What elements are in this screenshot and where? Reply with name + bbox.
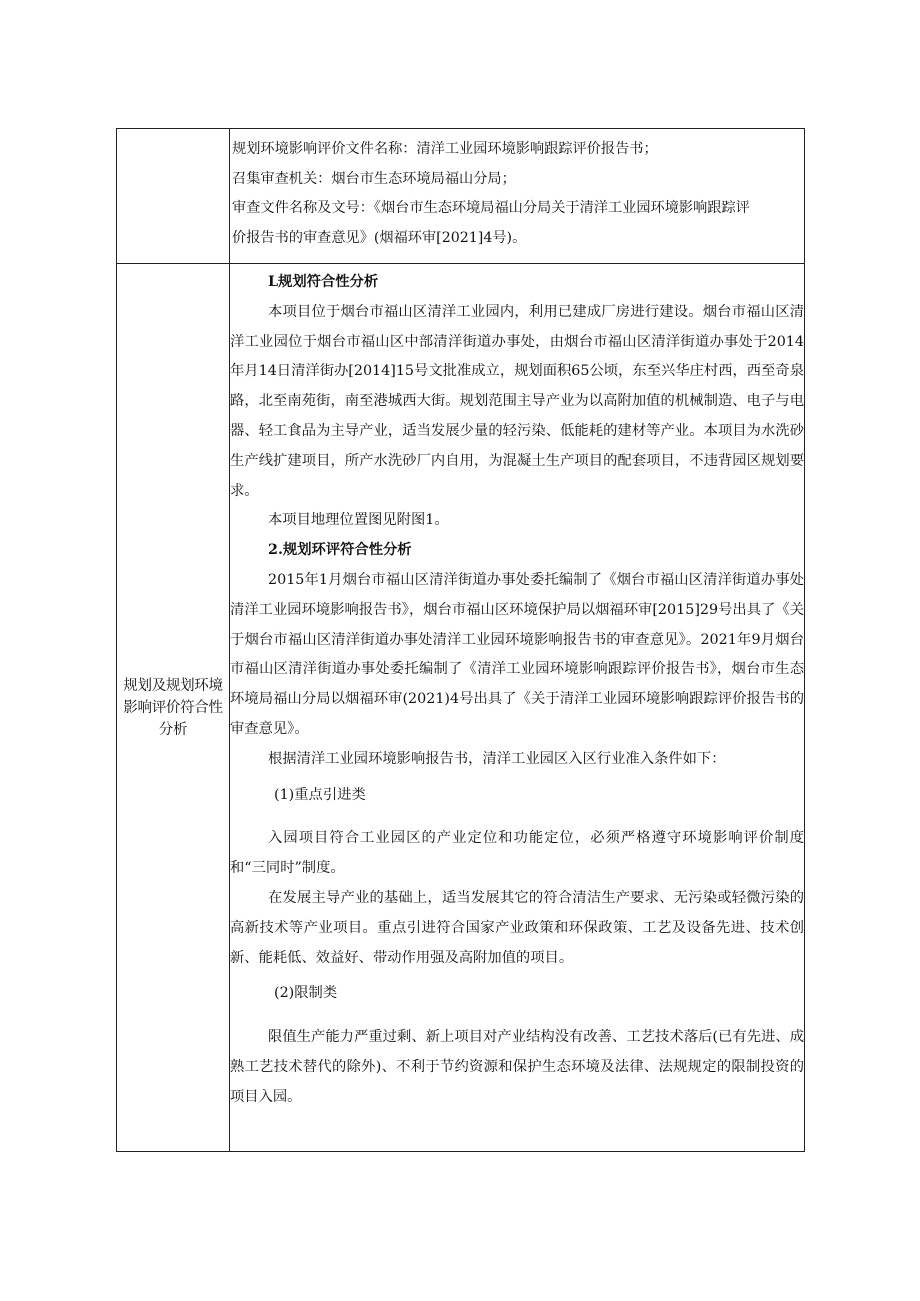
paragraph-restricted-projects: 限值生产能力严重过剩、新上项目对产业结构没有改善、工艺技术落后(已有先进、成熟工艺技术替代的除外)、不利于节约资源和保护生态环境及法律、法规规定的限制投资的项目入园。	[230, 1029, 804, 1105]
paragraph-industrial-positioning: 入园项目符合工业园区的产业定位和功能定位，必须严格遵守环境影响评价制度和“三同时”制度。	[230, 830, 804, 877]
review-document-line-2: 价报告书的审查意见》(烟福环审[2021]4号)。	[232, 229, 527, 246]
review-document-line-1: 审查文件名称及文号：《烟台市生态环境局福山分局关于清洋工业园环境影响跟踪评	[232, 200, 750, 216]
subheading-restricted: (2)限制类	[274, 985, 338, 1002]
row1-content-cell	[230, 129, 805, 264]
row-label: 规划及规划环境影响评价符合性分析	[123, 677, 223, 738]
row2-content-cell	[230, 264, 805, 1152]
paragraph-map-reference: 本项目地理位置图见附图1。	[268, 512, 449, 529]
table-row	[117, 129, 805, 264]
paragraph-eia-history: 2015年1月烟台市福山区清洋街道办事处委托编制了《烟台市福山区清洋街道办事处清洋工业园环境影响报告书》，烟台市福山区环境保护局以烟福环审[2015]29号出具了《关于烟台市福山区清洋街道办事处清洋工业园环境影响报告书的审查意见》。2021年9月烟台市福山区清洋街道办事处委托编制了《清洋工业园环境影响跟踪评价报告书》，烟台市生态环境局福山分局以烟福环审(2021)4号出具了《关于清洋工业园环境影响跟踪评价报告书的审查意见》。	[230, 571, 804, 737]
paragraph-location: 本项目位于烟台市福山区清洋工业园内，利用已建成厂房进行建设。烟台市福山区清洋工业园位于烟台市福山区中部清洋街道办事处，由烟台市福山区清洋街道办事处于2014年月14日清洋街办[2014]15号文批准成立，规划面积65公顷，东至兴华庄村西，西至奇泉路，北至南苑街，南至港城西大街。规划范围主导产业为以高附加值的机械制造、电子与电器、轻工食品为主导产业，适当发展少量的轻污染、低能耗的建材等产业。本项目为水洗砂生产线扩建项目，所产水洗砂厂内自用，为混凝土生产项目的配套项目，不违背园区规划要求。	[230, 303, 804, 499]
row1-label-cell	[117, 129, 230, 264]
row2-label-cell	[117, 264, 230, 1152]
table-row	[117, 264, 805, 1152]
paragraph-entry-conditions: 根据清洋工业园环境影响报告书，清洋工业园区入区行业准入条件如下：	[268, 750, 726, 767]
plan-document-name: 规划环境影响评价文件名称：清洋工业园环境影响跟踪评价报告书；	[232, 141, 658, 157]
section-heading-eia-compliance: 2.规划环评符合性分析	[268, 542, 412, 559]
review-authority: 召集审查机关：烟台市生态环境局福山分局；	[232, 170, 516, 187]
paragraph-high-tech-projects: 在发展主导产业的基础上，适当发展其它的符合清洁生产要求、无污染或轻微污染的高新技术等产业项目。重点引进符合国家产业政策和环保政策、工艺及设备先进、技术创新、能耗低、效益好、带动作用强及高附加值的项目。	[230, 889, 804, 966]
section-heading-plan-compliance: L规划符合性分析	[268, 274, 379, 290]
assessment-table	[116, 128, 805, 1152]
subheading-key-introduction: (1)重点引进类	[274, 786, 366, 803]
